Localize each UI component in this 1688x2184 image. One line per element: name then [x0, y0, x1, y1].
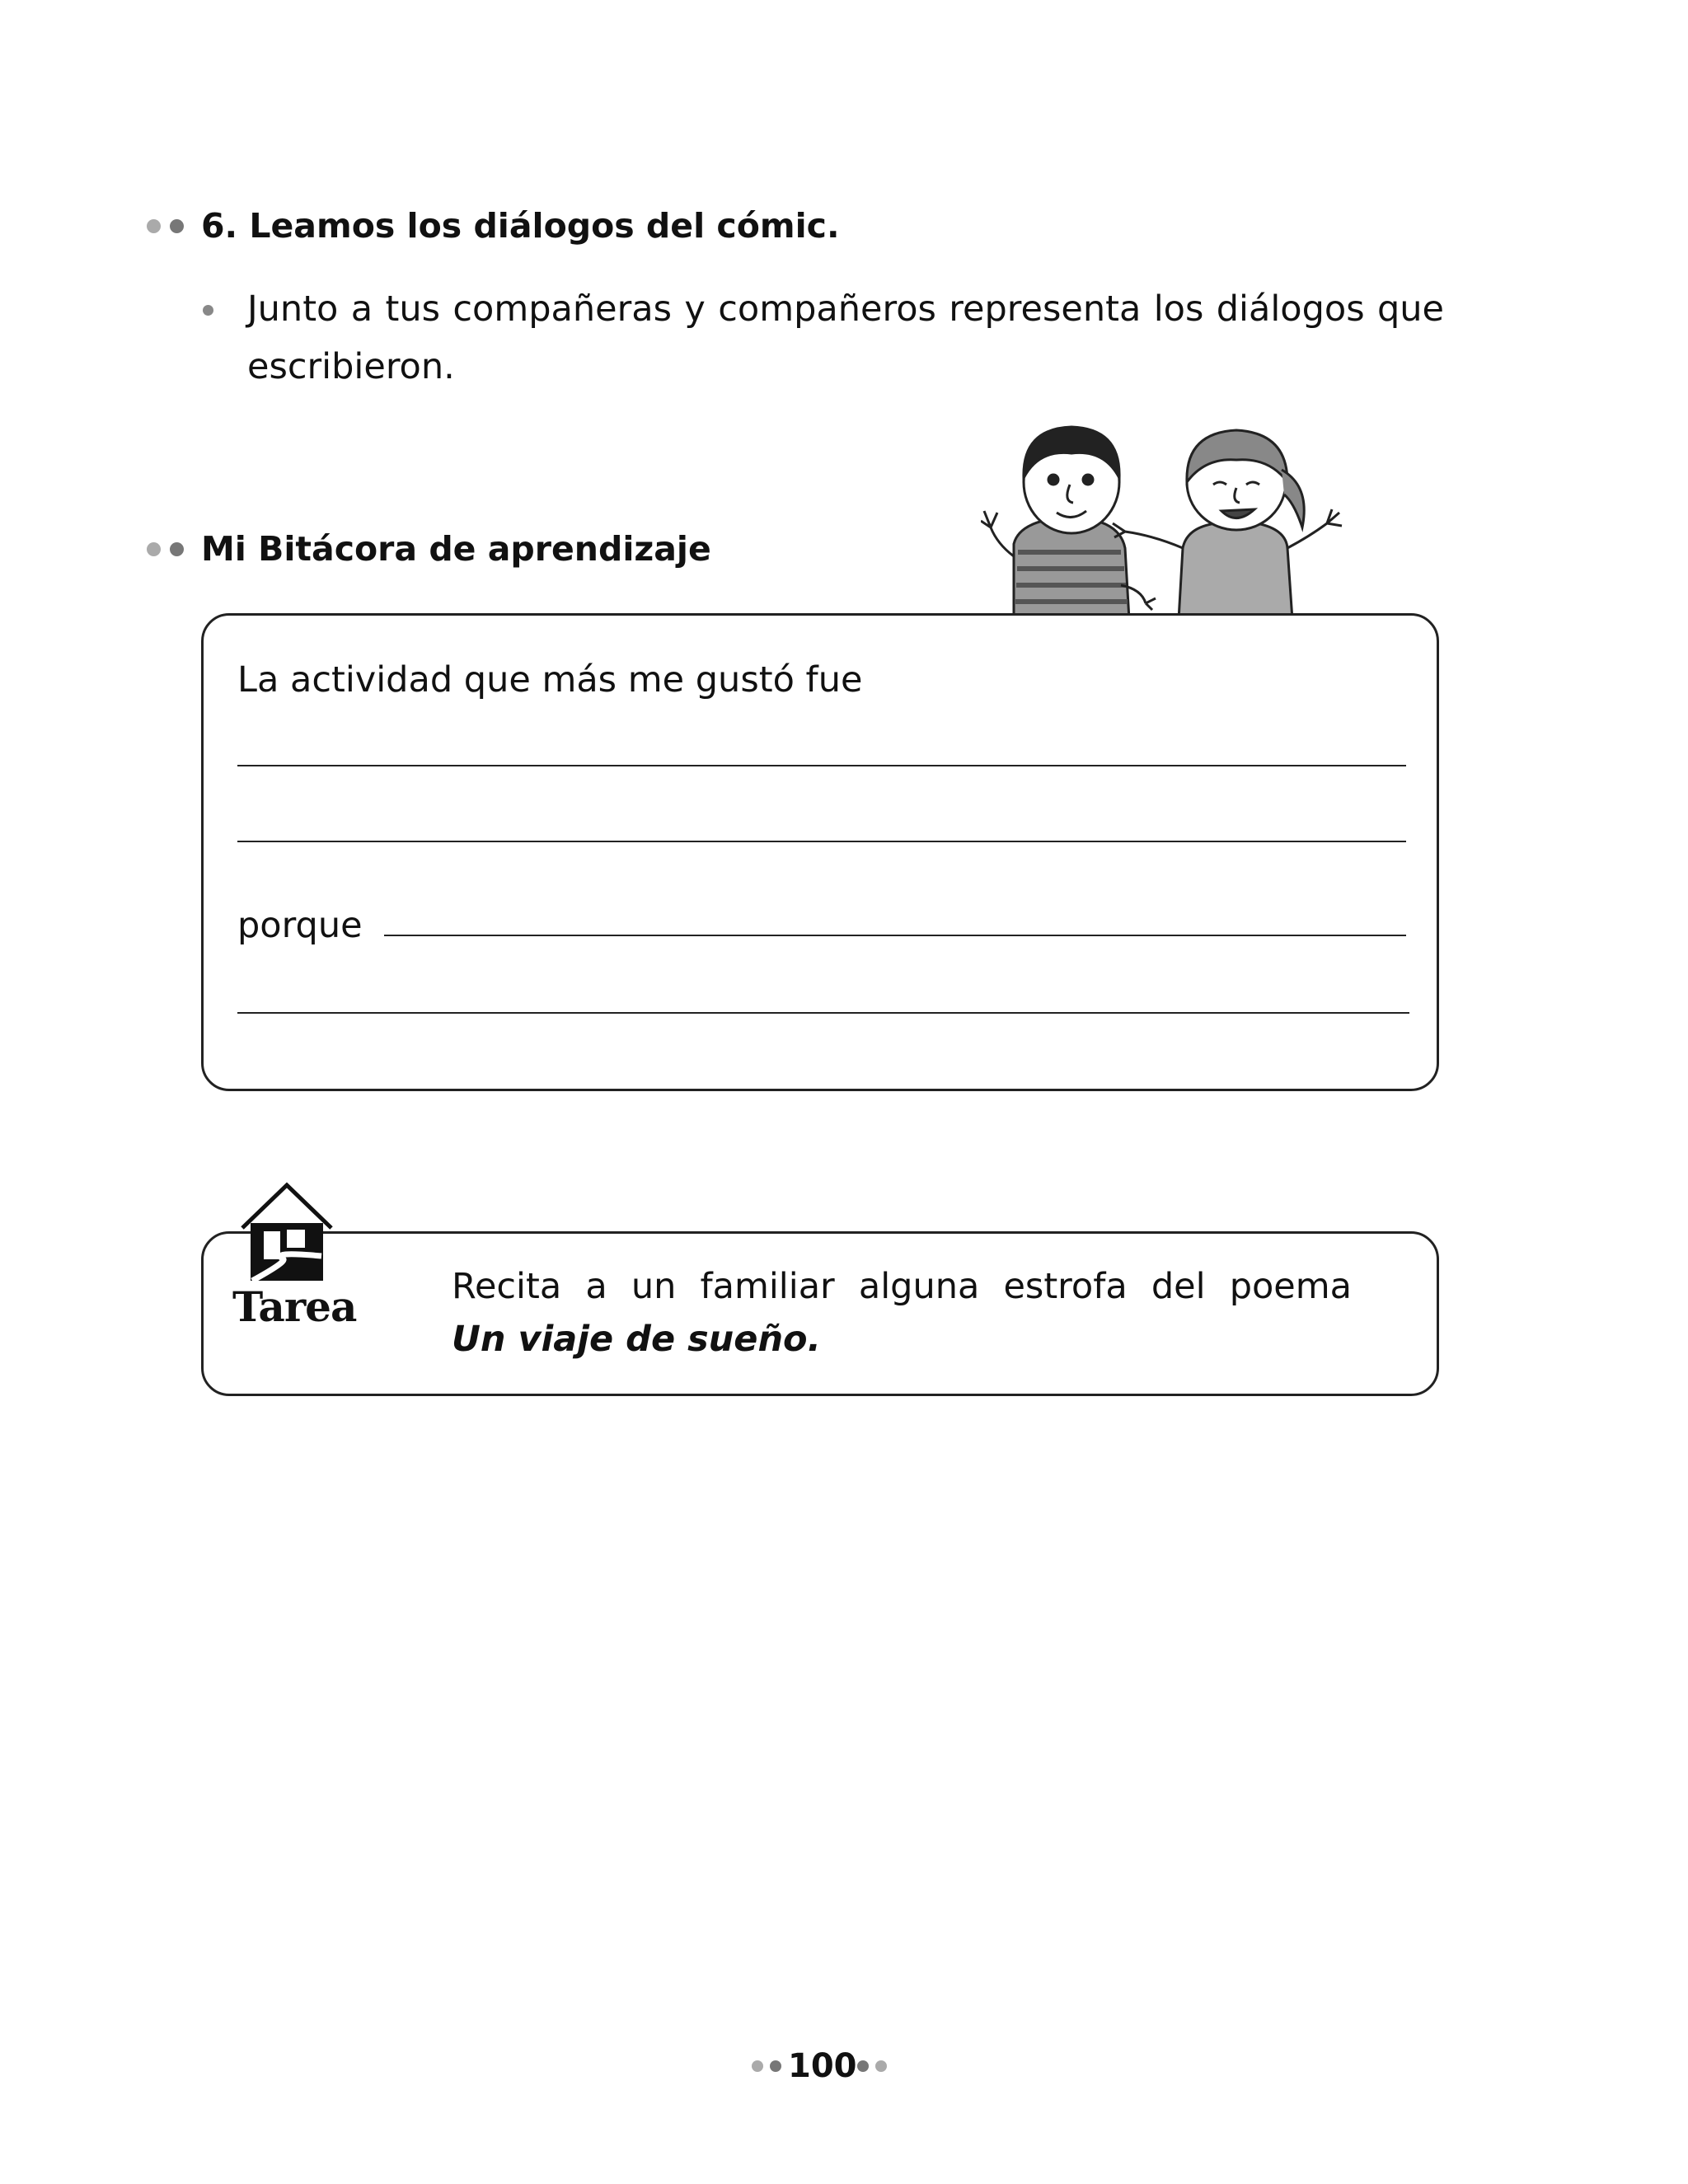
- answer-line-1[interactable]: [237, 765, 1406, 766]
- section-6-heading: 6. Leamos los diálogos del cómic.: [201, 206, 840, 246]
- tarea-instruction: Recita a un familiar alguna estrofa del poema: [452, 1266, 1352, 1307]
- answer-line-4[interactable]: [237, 1012, 1409, 1014]
- poem-title: Un viaje de sueño.: [452, 1319, 821, 1360]
- tarea-label: Tarea: [232, 1282, 357, 1331]
- instruction-line-1: Junto a tus compañeras y compañeros representa los diálogos que: [247, 288, 1444, 330]
- instruction-line-2: escribieron.: [247, 346, 455, 387]
- porque-answer-line[interactable]: [384, 935, 1406, 936]
- bullet-dot: [203, 305, 213, 316]
- answer-line-2[interactable]: [237, 841, 1406, 842]
- bitacora-heading: Mi Bitácora de aprendizaje: [201, 529, 711, 569]
- page-number: 100: [788, 2047, 857, 2085]
- house-icon: [236, 1180, 338, 1281]
- children-illustration: [981, 412, 1343, 620]
- porque-label: porque: [237, 905, 363, 946]
- bitacora-prompt: La actividad que más me gustó fue: [237, 659, 863, 701]
